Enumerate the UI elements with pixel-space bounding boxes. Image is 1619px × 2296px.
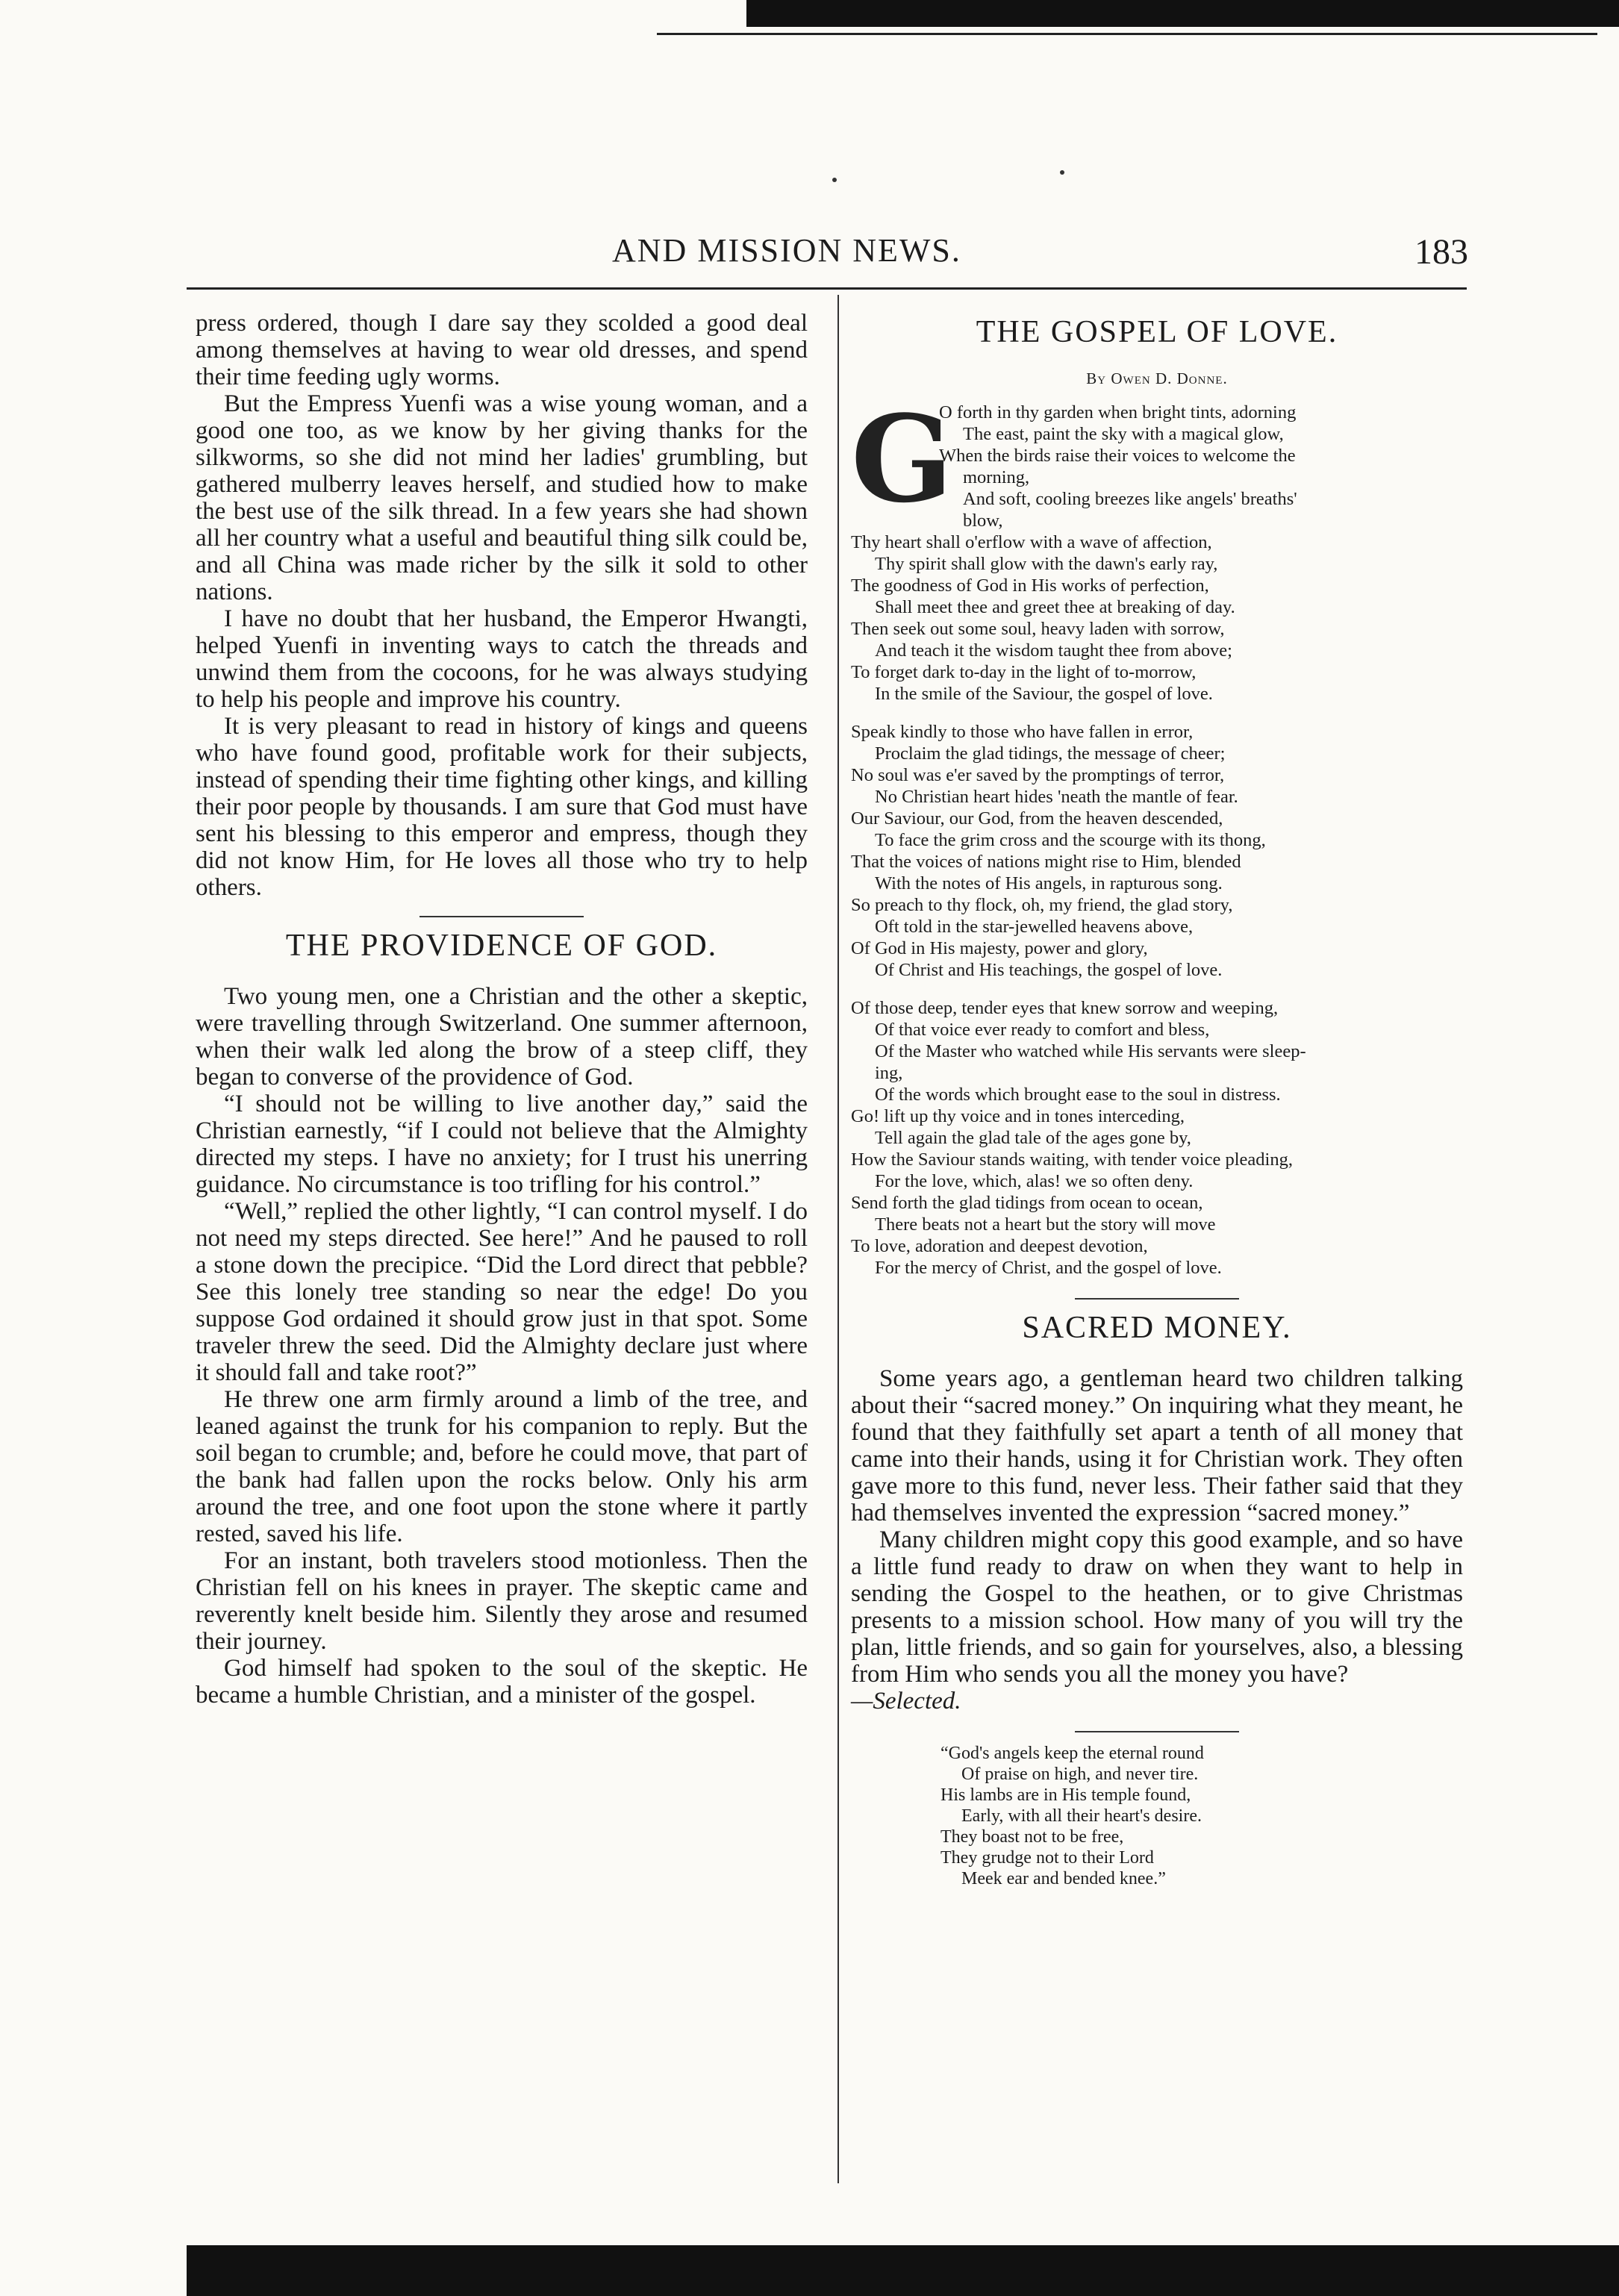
ornamental-initial: G (851, 389, 953, 529)
section-rule (1075, 1731, 1239, 1732)
poem-line: “God's angels keep the eternal round (940, 1744, 1204, 1763)
poem-line: For the love, which, alas! we so often deny. (875, 1171, 1194, 1191)
print-speck (1060, 170, 1064, 175)
section-rule (1075, 1298, 1239, 1300)
byline: By Owen D. Donne. (1086, 369, 1228, 387)
poem-line: Our Saviour, our God, from the heaven descended, (851, 808, 1223, 829)
closing-verse (940, 1743, 1463, 1889)
poem-line: Early, with all their heart's desire. (961, 1806, 1202, 1826)
poem-line: And teach it the wisdom taught thee from above; (875, 640, 1232, 661)
right-column (851, 310, 1463, 1889)
poem-line: And soft, cooling breezes like angels' breaths' (963, 489, 1297, 509)
poem-line: His lambs are in His temple found, (940, 1785, 1191, 1805)
left-column (196, 310, 808, 1709)
poem-line: There beats not a heart but the story will move (875, 1214, 1216, 1235)
poem-line: For the mercy of Christ, and the gospel of love. (875, 1258, 1222, 1278)
poem-line: ing, (875, 1063, 903, 1083)
poem-line: No soul was e'er saved by the promptings of terror, (851, 765, 1225, 785)
paragraph: He threw one arm firmly around a limb of the tree, and leaned against the trunk for his companion to reply. But the soil began to crumble; and, before he could move, that part of the bank had fallen upon the rocks below. Only his arm around the tree, and one foot upon the stone where it partly rested, saved his life. (196, 1386, 808, 1547)
poem-line: That the voices of nations might rise to Him, blended (851, 852, 1241, 872)
header-rule (187, 287, 1467, 290)
article-title-gospel: THE GOSPEL OF LOVE. (976, 315, 1338, 349)
poem-line: Tell again the glad tale of the ages gone by, (875, 1128, 1191, 1148)
poem-gospel-of-love (851, 389, 1463, 1279)
running-head (0, 231, 1619, 276)
poem-line: Go! lift up thy voice and in tones interceding, (851, 1106, 1185, 1126)
poem-line: The east, paint the sky with a magical glow, (963, 424, 1284, 444)
poem-line: No Christian heart hides 'neath the mantle of fear. (875, 787, 1238, 807)
paragraph: press ordered, though I dare say they scolded a good deal among themselves at having to wear old dresses, and spend their time feeding ugly worms. (196, 310, 808, 390)
paragraph: But the Empress Yuenfi was a wise young woman, and a good one too, as we know by her giving thanks for the silkworms, so she did not mind her ladies' grumbling, but gathered mulberry leaves herself, and studied how to make the best use of the silk thread. In a few years she had shown all her country what a useful and beautiful thing silk could be, and all China was made richer by the silk it sold to other nations. (196, 390, 808, 605)
paragraph: It is very pleasant to read in history of kings and queens who have found good, profitable work for their subjects, instead of spending their time fighting other kings, and killing their poor people by thousands. I am sure that God must have sent his blessing to this emperor and empress, though they did not know Him, for He loves all those who try to help others. (196, 713, 808, 901)
poem-line: To face the grim cross and the scourge with its thong, (875, 830, 1266, 850)
poem-line: To forget dark to-day in the light of to-morrow, (851, 662, 1197, 682)
poem-line: Of that voice ever ready to comfort and bless, (875, 1020, 1210, 1040)
poem-line: Then seek out some soul, heavy laden with sorrow, (851, 619, 1225, 639)
stanza-break (851, 981, 1463, 997)
poem-line: To love, adoration and deepest devotion, (851, 1236, 1148, 1256)
article-title-sacred-money: SACRED MONEY. (1022, 1311, 1292, 1345)
poem-line: With the notes of His angels, in rapturous song. (875, 873, 1223, 893)
poem-line: Meek ear and bended knee.” (961, 1869, 1166, 1888)
poem-line: O forth in thy garden when bright tints, adorning (939, 402, 1297, 422)
poem-line: Of the Master who watched while His servants were sleep- (875, 1041, 1306, 1061)
printed-border-bottom (187, 2245, 1619, 2296)
poem-line: blow, (963, 511, 1003, 531)
sacred-money-body (851, 1365, 1463, 1715)
poem-line: Thy heart shall o'erflow with a wave of affection, (851, 532, 1212, 552)
article-title-providence: THE PROVIDENCE OF GOD. (285, 929, 718, 963)
poem-line: Oft told in the star-jewelled heavens above, (875, 917, 1194, 937)
poem-line: Of the words which brought ease to the soul in distress. (875, 1085, 1281, 1105)
attribution: —Selected. (851, 1688, 961, 1715)
poem-line: They grudge not to their Lord (940, 1848, 1154, 1868)
poem-line: Of Christ and His teachings, the gospel of love. (875, 960, 1223, 980)
poem-line: So preach to thy flock, oh, my friend, the glad story, (851, 895, 1233, 915)
border-rule-top (657, 33, 1597, 35)
poem-line: They boast not to be free, (940, 1827, 1124, 1847)
poem-line: Shall meet thee and greet thee at breaking of day. (875, 597, 1235, 617)
paragraph: I have no doubt that her husband, the Emperor Hwangti, helped Yuenfi in inventing ways to catch the threads and unwind them from the cocoons, for he was always studying to help his people and improve his country. (196, 605, 808, 713)
poem-line: Thy spirit shall glow with the dawn's early ray, (875, 554, 1218, 574)
poem-line: Of God in His majesty, power and glory, (851, 938, 1148, 958)
page-number: 183 (1414, 232, 1468, 272)
poem-line: Of praise on high, and never tire. (961, 1765, 1199, 1784)
poem-line: In the smile of the Saviour, the gospel of love. (875, 684, 1213, 704)
paragraph: Two young men, one a Christian and the other a skeptic, were travelling through Switzerland. One summer afternoon, when their walk led along the brow of a steep cliff, they began to converse of the providence of God. (196, 983, 808, 1091)
section-rule (419, 916, 584, 917)
column-divider (837, 295, 839, 2183)
poem-line: Speak kindly to those who have fallen in error, (851, 722, 1194, 742)
poem-line: morning, (963, 467, 1030, 487)
printed-border-top (746, 0, 1619, 27)
running-title: AND MISSION NEWS. (612, 232, 961, 269)
paragraph: “I should not be willing to live another day,” said the Christian earnestly, “if I could not believe that the Almighty directed my steps. I have no anxiety; for I trust his unerring guidance. No circumstance is too trifling for his control.” (196, 1091, 808, 1198)
print-speck (832, 178, 837, 182)
paragraph: For an instant, both travelers stood motionless. Then the Christian fell on his knees in prayer. The skeptic came and reverently knelt beside him. Silently they arose and resumed their journey. (196, 1547, 808, 1655)
poem-line: Send forth the glad tidings from ocean to ocean, (851, 1193, 1203, 1213)
poem-line: Of those deep, tender eyes that knew sorrow and weeping, (851, 998, 1279, 1018)
paragraph: God himself had spoken to the soul of the skeptic. He became a humble Christian, and a minister of the gospel. (196, 1655, 808, 1709)
paragraph: Some years ago, a gentleman heard two children talking about their “sacred money.” On inquiring what they meant, he found that they faithfully set apart a tenth of all money that came into their hands, using it for Christian work. They often gave more to this fund, never less. Their father said that they had themselves invented the expression “sacred money.” (851, 1365, 1463, 1526)
paragraph: Many children might copy this good example, and so have a little fund ready to draw on when they want to help in sending the Gospel to the heathen, or to give Christmas presents to a mission school. How many of you will try the plan, little friends, and so gain for yourselves, also, a blessing from Him who sends you all the money you have? (851, 1526, 1463, 1688)
poem-line: How the Saviour stands waiting, with tender voice pleading, (851, 1149, 1293, 1170)
stanza-break (851, 705, 1463, 721)
poem-line: Proclaim the glad tidings, the message of cheer; (875, 743, 1226, 764)
poem-line: When the birds raise their voices to welcome the (939, 446, 1296, 466)
paragraph: “Well,” replied the other lightly, “I can control myself. I do not need my steps directed. See here!” And he paused to roll a stone down the precipice. “Did the Lord direct that pebble? See this lonely tree standing so near the edge! Do you suppose God ordained it should grow just in that spot. Some traveler threw the seed. Did the Almighty declare just where it should fall and take root?” (196, 1198, 808, 1386)
poem-line: The goodness of God in His works of perfection, (851, 575, 1209, 596)
